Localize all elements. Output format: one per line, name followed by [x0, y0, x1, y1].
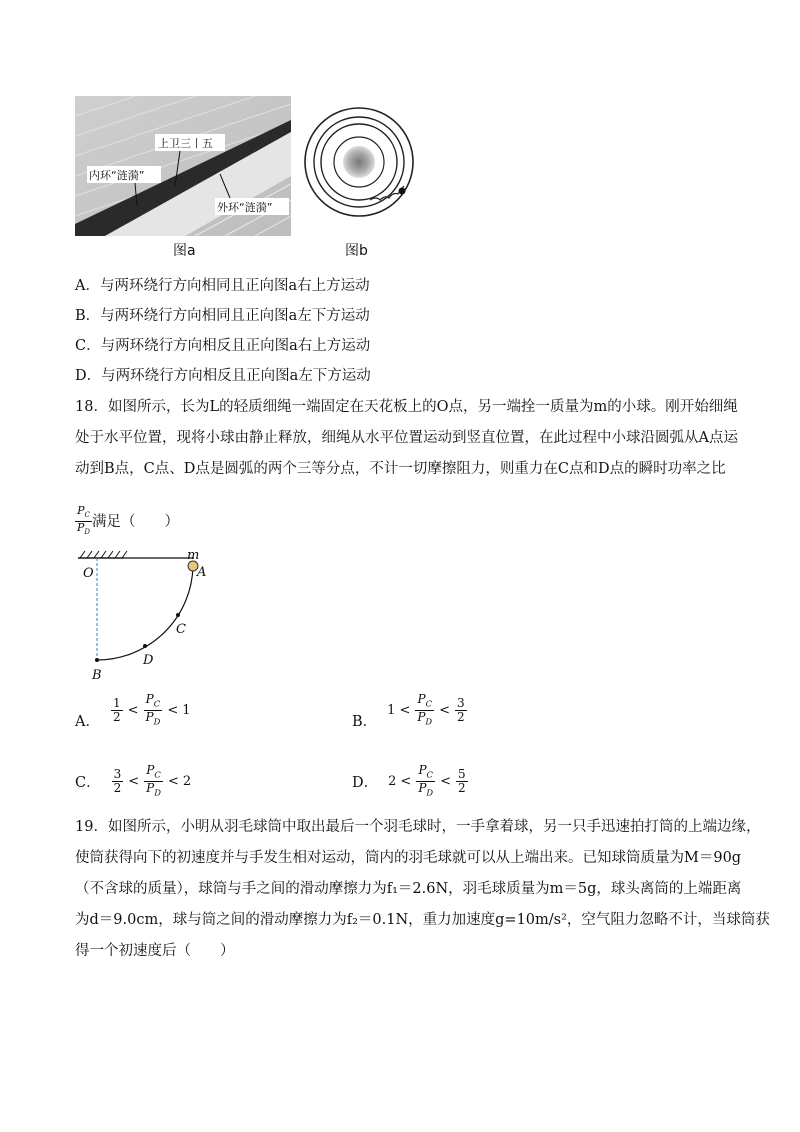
option-label: D． [75, 368, 102, 384]
option-label: A． [75, 714, 100, 730]
q17-option-c [75, 336, 370, 356]
fig-a-label-outer: 外环“涟漪” [217, 201, 273, 214]
figure-a-caption: 图a [173, 243, 196, 259]
option-text: 与两环绕行方向相同且正向图a左下方运动 [100, 308, 370, 324]
q18-diagram [72, 545, 222, 685]
option-text: 与两环绕行方向相反且正向图a右上方运动 [100, 338, 371, 354]
q19-line-4: 为d＝9.0cm，球与筒之间的滑动摩擦力为f₂＝0.1N，重力加速度g=10m/s²，空气阻力忽略不计，当球筒获 [75, 912, 770, 928]
q18-line-2: 处于水平位置，现将小球由静止释放，细绳从水平位置运动到竖直位置，在此过程中小球沿圆弧从A点运 [75, 430, 738, 446]
option-label: A． [75, 278, 100, 294]
option-inequality: 2 < $P_C$ $P_D$ < 5 2 [388, 763, 466, 798]
q18-line-3: 动到B点，C点、D点是圆弧的两个三等分点，不计一切摩擦阻力，则重力在C点和D点的瞬时功率之比 [75, 461, 726, 477]
figure-row [75, 96, 375, 266]
figure-a-image [75, 96, 291, 236]
q18-option-b [352, 690, 470, 731]
option-label: B． [352, 714, 378, 730]
option-label: C． [75, 338, 101, 354]
fig-a-label-top: 上卫三丨五 [158, 137, 213, 150]
option-inequality: 3 2 < $P_C$ $P_D$ < 2 [113, 763, 192, 798]
q18-ratio-line [75, 505, 179, 538]
q19-line-2: 使筒获得向下的初速度并与手发生相对运动，筒内的羽毛球就可以从上端出来。已知球筒质量为M＝90g [75, 850, 742, 866]
q19-line-1: 19．如图所示，小明从羽毛球筒中取出最后一个羽毛球时，一手拿着球，另一只手迅速拍打筒的上端边缘， [75, 819, 761, 835]
q18-option-a [75, 690, 193, 731]
option-inequality: 1 2 < $P_C$ $P_D$ < 1 [112, 691, 191, 727]
figure-b-caption: 图b [345, 243, 368, 259]
option-text: 与两环绕行方向相同且正向图a右上方运动 [99, 278, 370, 294]
q17-option-b [75, 306, 370, 326]
option-label: C． [75, 775, 101, 792]
point-d-label: D [143, 653, 154, 668]
q18-option-d [352, 764, 471, 800]
q18-option-c [75, 764, 193, 800]
point-b-label: B [92, 668, 102, 683]
option-label: B． [75, 308, 101, 324]
q19-line-3: （不含球的质量），球筒与手之间的滑动摩擦力为f₁＝2.6N，羽毛球质量为m＝5g，球头离筒的上端距离 [75, 881, 742, 897]
option-inequality: 1 < $P_C$ $P_D$ < 3 2 [387, 691, 465, 727]
q17-option-a [75, 276, 370, 296]
q19-line-5: 得一个初速度后（ ） [75, 943, 235, 959]
figure-b-image [304, 96, 424, 236]
q17-option-d [75, 366, 371, 386]
q18-line-1: 18．如图所示，长为L的轻质细绳一端固定在天花板上的O点，另一端拴一质量为m的小球。刚开始细绳 [75, 399, 738, 415]
fig-a-label-inner: 内环“涟漪” [89, 169, 145, 182]
ratio-suffix: 满足（ ） [92, 513, 180, 530]
ratio-fraction: $\frac{P_C}{P_D}$ [77, 504, 91, 537]
mass-m-label: m [187, 548, 200, 563]
point-o-label: O [83, 566, 94, 581]
option-label: D． [352, 775, 379, 792]
option-text: 与两环绕行方向相反且正向图a左下方运动 [101, 368, 371, 384]
point-c-label: C [176, 622, 186, 637]
point-a-label: A [197, 565, 207, 580]
